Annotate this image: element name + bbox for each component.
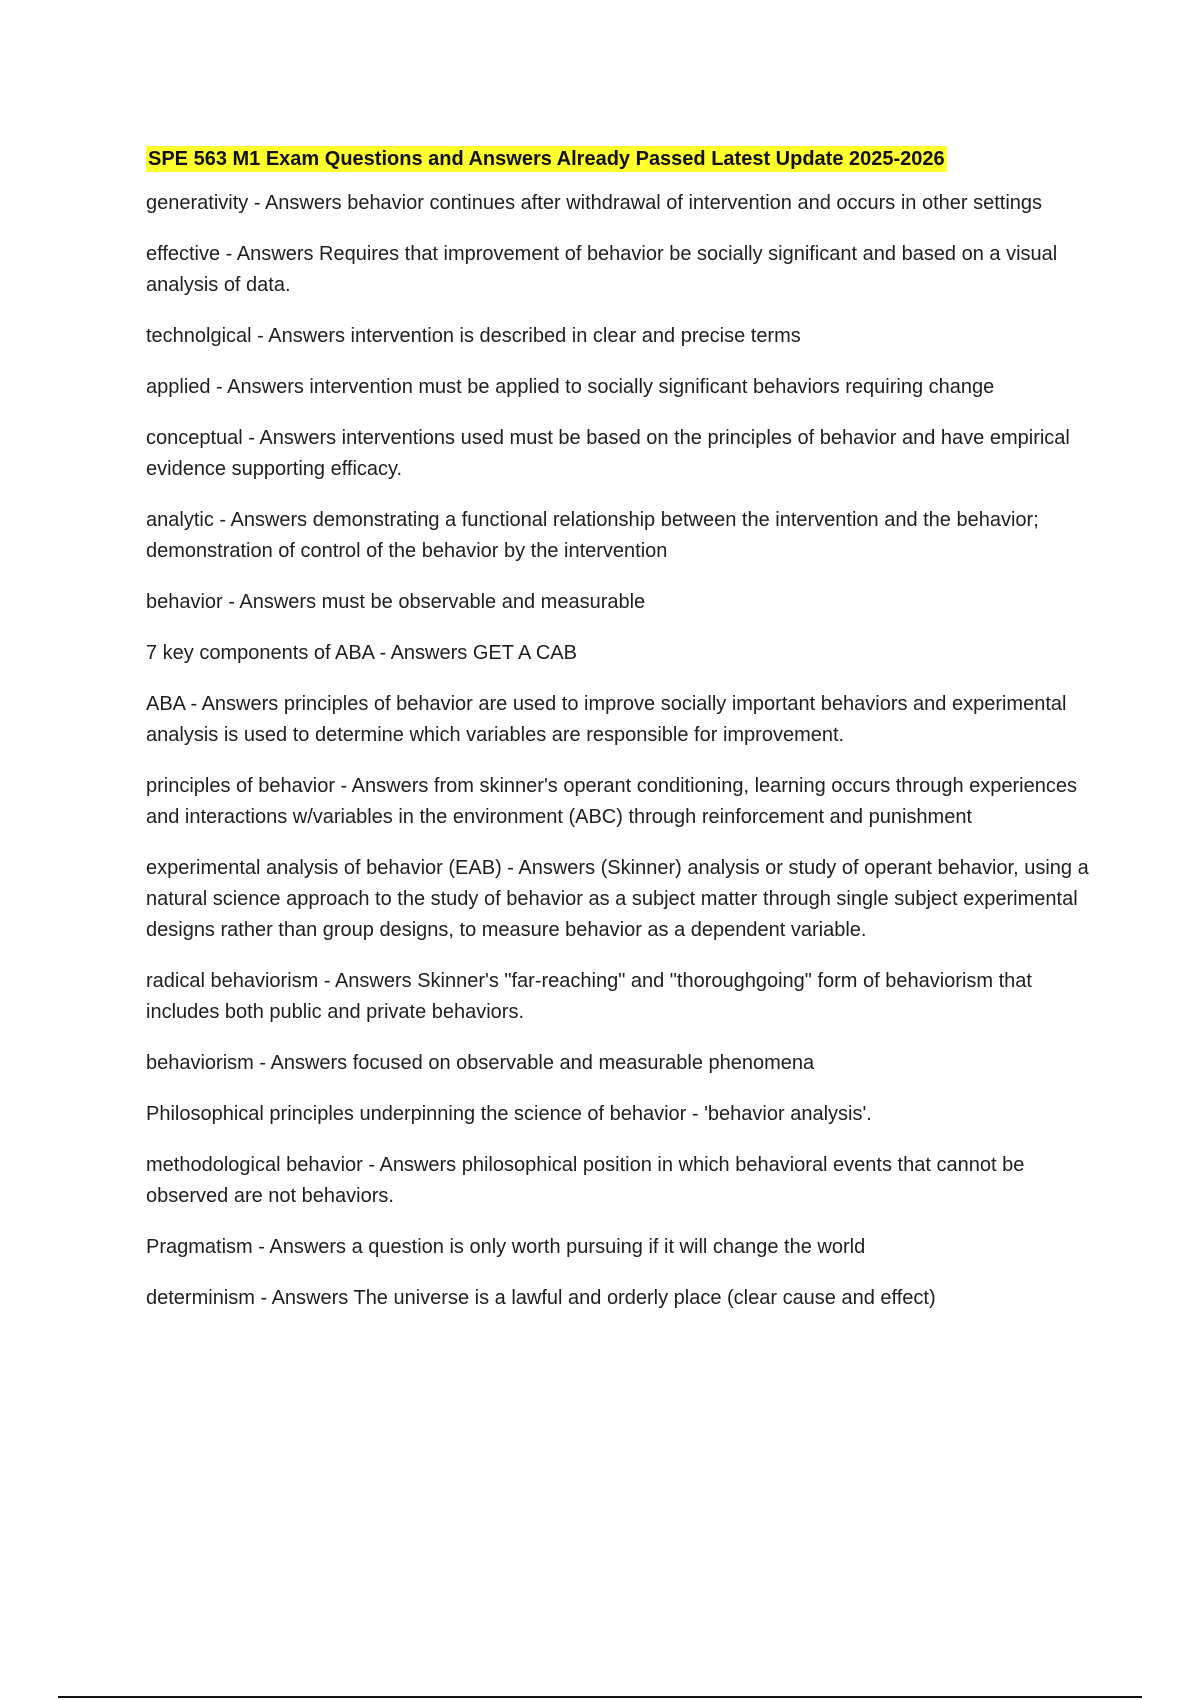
entry-conceptual: conceptual - Answers interventions used must be based on the principles of behavior and have empirical evidence supporting efficacy. <box>146 427 1070 480</box>
entry-aba: ABA - Answers principles of behavior are used to improve socially important behaviors and experimental analysis is used to determine which variables are responsible for improvement. <box>146 693 1067 746</box>
entry-technological: technolgical - Answers intervention is described in clear and precise terms <box>146 325 801 347</box>
entry-pragmatism: Pragmatism - Answers a question is only worth pursuing if it will change the world <box>146 1236 866 1258</box>
entry-principles-of-behavior: principles of behavior - Answers from skinner's operant conditioning, learning occurs through experiences and interactions w/variables in the environment (ABC) through reinforcement and punishment <box>146 775 1077 828</box>
entry-philosophical-principles: Philosophical principles underpinning the science of behavior - 'behavior analysis'. <box>146 1103 872 1125</box>
entry-methodological-behavior: methodological behavior - Answers philosophical position in which behavioral events that cannot be observed are not behaviors. <box>146 1154 1025 1207</box>
entry-behavior: behavior - Answers must be observable and measurable <box>146 591 646 613</box>
entry-determinism: determinism - Answers The universe is a lawful and orderly place (clear cause and effect) <box>146 1287 936 1309</box>
entry-eab: experimental analysis of behavior (EAB) - Answers (Skinner) analysis or study of operant behavior, using a natural science approach to the study of behavior as a subject matter through single subject experimental designs rather than group designs, to measure behavior as a dependent variable. <box>146 857 1089 941</box>
entry-behaviorism: behaviorism - Answers focused on observable and measurable phenomena <box>146 1052 815 1074</box>
document-title: SPE 563 M1 Exam Questions and Answers Already Passed Latest Update 2025-2026 <box>148 148 945 170</box>
entry-applied: applied - Answers intervention must be applied to socially significant behaviors requiring change <box>146 376 995 398</box>
entry-radical-behaviorism: radical behaviorism - Answers Skinner's "far-reaching" and "thoroughgoing" form of behaviorism that includes both public and private behaviors. <box>146 970 1032 1023</box>
entry-effective: effective - Answers Requires that improvement of behavior be socially significant and based on a visual analysis of data. <box>146 243 1058 296</box>
document-page <box>146 146 1096 1334</box>
entry-analytic: analytic - Answers demonstrating a functional relationship between the intervention and the behavior; demonstration of control of the behavior by the intervention <box>146 509 1039 562</box>
entry-generativity: generativity - Answers behavior continues after withdrawal of intervention and occurs in other settings <box>146 192 1043 214</box>
footer-divider <box>58 1696 1142 1698</box>
entry-key-components: 7 key components of ABA - Answers GET A CAB <box>146 642 577 664</box>
